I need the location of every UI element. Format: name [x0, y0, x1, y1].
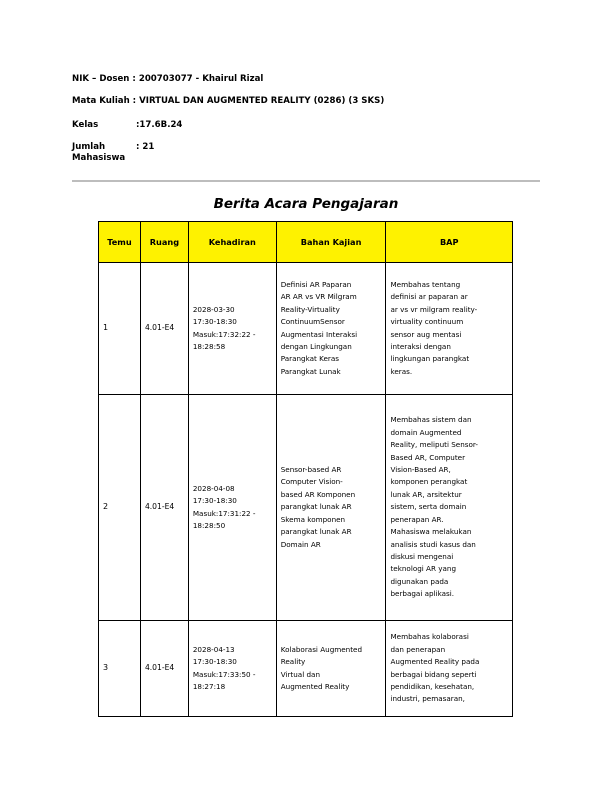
- ruang-cell: 4.01-E4: [140, 395, 188, 621]
- table-header-row: [99, 222, 513, 263]
- mata-kuliah-line: Mata Kuliah : VIRTUAL DAN AUGMENTED REALITY (0286) (3 SKS): [72, 96, 385, 106]
- column-header-bap: BAP: [386, 222, 513, 263]
- nik-dosen-line: NIK – Dosen : 200703077 - Khairul Rizal: [72, 74, 264, 84]
- temu-cell: 3: [99, 621, 141, 717]
- bap-cell: Membahas kolaborasi dan penerapan Augmented Reality pada berbagai bidang seperti pendidikan, kesehatan, industri, pemasaran,: [386, 621, 513, 717]
- jumlah-label: Jumlah Mahasiswa: [72, 142, 126, 163]
- table-row: [99, 395, 513, 621]
- jumlah-value: : 21: [136, 142, 155, 152]
- ruang-cell: 4.01-E4: [140, 621, 188, 717]
- jumlah-mahasiswa-line: [72, 142, 192, 164]
- table-row: [99, 263, 513, 395]
- kehadiran-cell: 2028-04-13 17:30-18:30 Masuk:17:33:50 - 18:27:18: [188, 621, 276, 717]
- column-header-temu: Temu: [99, 222, 141, 263]
- bahan-kajian-cell: Sensor-based AR Computer Vision- based AR Komponen parangkat lunak AR Skema komponen parangkat lunak AR Domain AR: [276, 395, 386, 621]
- page-title: Berita Acara Pengajaran: [213, 196, 399, 212]
- table-row: [99, 621, 513, 717]
- kehadiran-cell: 2028-04-08 17:30-18:30 Masuk:17:31:22 - 18:28:50: [188, 395, 276, 621]
- temu-cell: 2: [99, 395, 141, 621]
- column-header-ruang: Ruang: [140, 222, 188, 263]
- bahan-kajian-cell: Kolaborasi Augmented Reality Virtual dan Augmented Reality: [276, 621, 386, 717]
- header-divider: [72, 180, 540, 182]
- kelas-value: :17.6B.24: [136, 120, 183, 130]
- column-header-bahan-kajian: Bahan Kajian: [276, 222, 386, 263]
- kelas-label: Kelas: [72, 120, 99, 130]
- bap-cell: Membahas tentang definisi ar paparan ar ar vs vr milgram reality- virtuality continuum sensor aug mentasi interaksi dengan lingkungan parangkat keras.: [386, 263, 513, 395]
- kehadiran-cell: 2028-03-30 17:30-18:30 Masuk:17:32:22 - 18:28:58: [188, 263, 276, 395]
- ruang-cell: 4.01-E4: [140, 263, 188, 395]
- bap-cell: Membahas sistem dan domain Augmented Reality, meliputi Sensor- Based AR, Computer Vision-Based AR, komponen perangkat lunak AR, arsitektur sistem, serta domain penerapan AR. Mahasiswa melakukan analisis studi kasus dan diskusi mengenai teknologi AR yang digunakan pada berbagai aplikasi.: [386, 395, 513, 621]
- bap-table: [98, 221, 513, 717]
- bahan-kajian-cell: Definisi AR Paparan AR AR vs VR Milgram Reality-Virtuality ContinuumSensor Augmentasi Interaksi dengan Lingkungan Parangkat Keras Parangkat Lunak: [276, 263, 386, 395]
- kelas-line: [72, 120, 182, 131]
- column-header-kehadiran: Kehadiran: [188, 222, 276, 263]
- temu-cell: 1: [99, 263, 141, 395]
